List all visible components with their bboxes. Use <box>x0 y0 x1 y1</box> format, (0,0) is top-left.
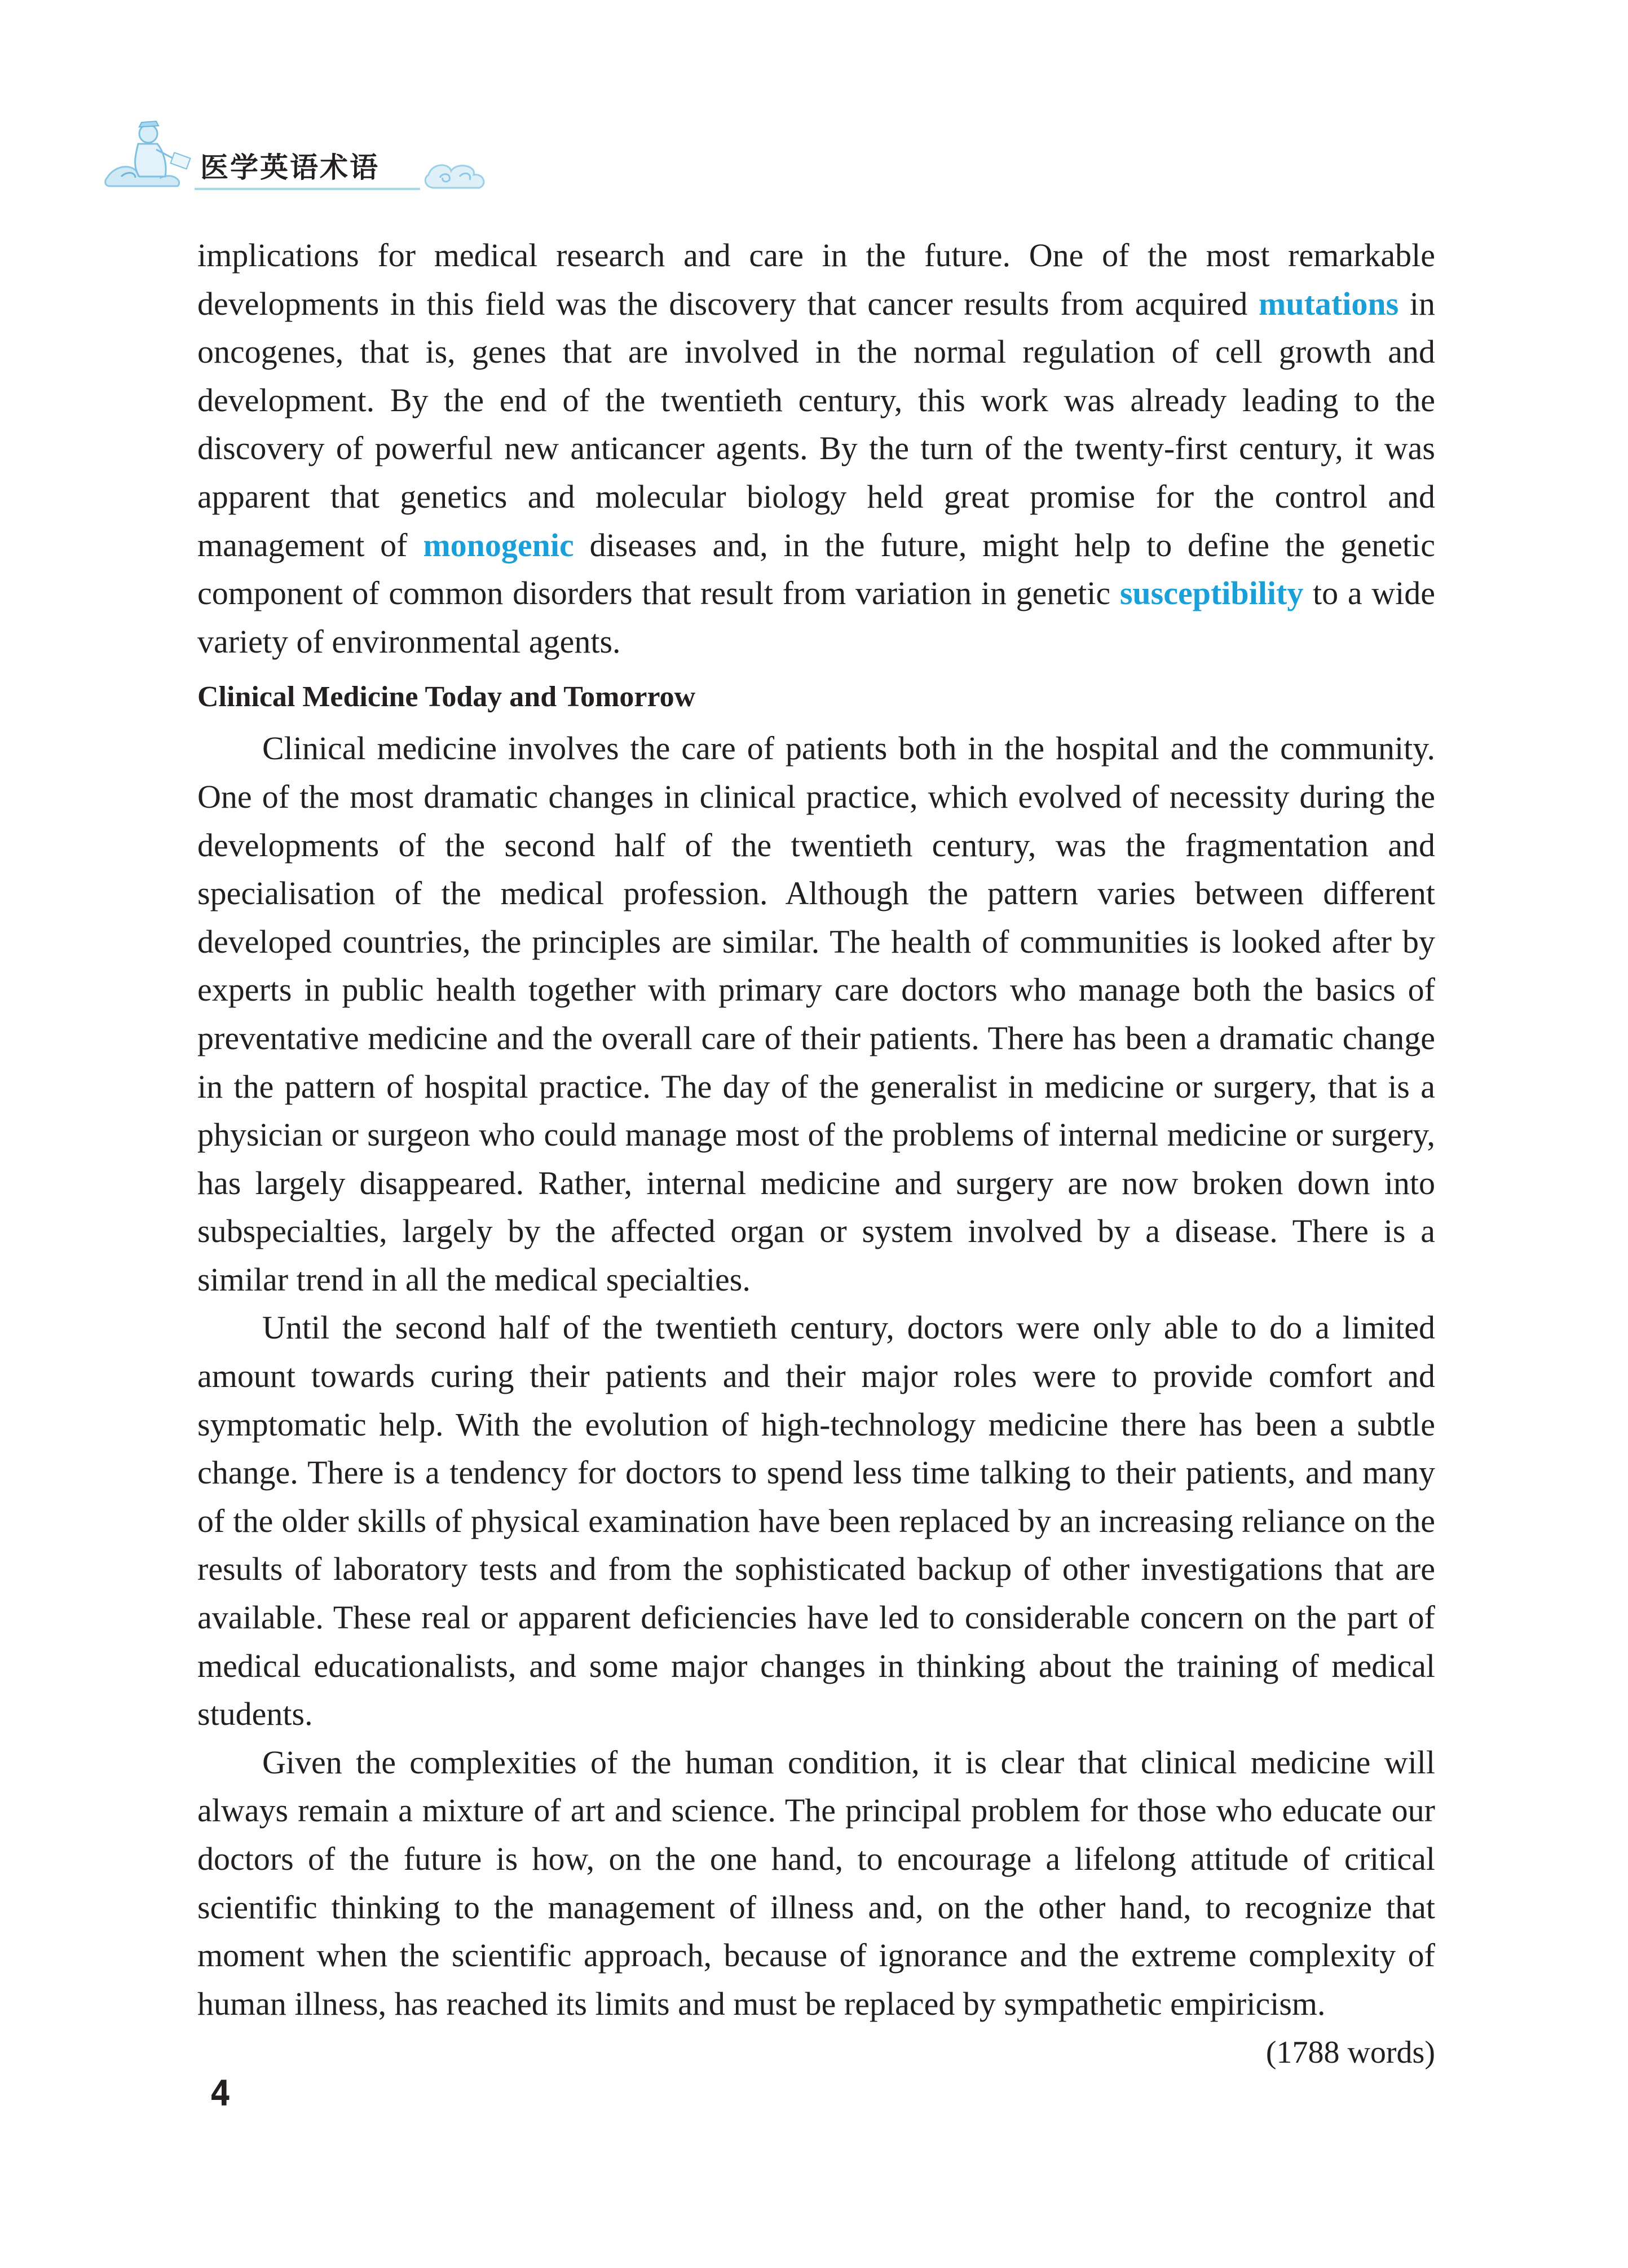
term-monogenic: monogenic <box>423 526 574 563</box>
intro-text-4: to a wide variety of environmental agents. <box>197 575 1435 660</box>
intro-text-1: implications for medical research and care in the future. One of the most remarkable developments in this field was the discovery that cancer results from acquired <box>197 237 1435 322</box>
word-count: (1788 words) <box>1265 2035 1435 2071</box>
section-heading: Clinical Medicine Today and Tomorrow <box>197 681 696 714</box>
section-paragraph: Until the second half of the twentieth century, doctors were only able to do a limited amount towards curing their patients and their major roles were to provide comfort and symptomatic help. With the evolution of high-technology medicine there has been a subtle change. There is a tendency for doctors to spend less time talking to their patients, and many of the older skills of physical examination have been replaced by an increasing reliance on the results of laboratory tests and from the sophisticated backup of other investigations that are available. These real or apparent deficiencies have led to considerable concern on the part of medical educationalists, and some major changes in thinking about the training of medical students. <box>197 1309 1435 1733</box>
section-paragraph: Given the complexities of the human condition, it is clear that clinical medicine will always remain a mixture of art and science. The principal problem for those who educate our doctors of the future is how, on the one hand, to encourage a lifelong attitude of critical scientific thinking to the management of illness and, on the other hand, to recognize that moment when the scientific approach, because of ignorance and the extreme complexity of human illness, has reached its limits and must be replaced by sympathetic empiricism. <box>197 1743 1435 2022</box>
header-title: 医学英语术语 <box>200 151 380 184</box>
section-paragraph: Clinical medicine involves the care of patients both in the hospital and the community. One of the most dramatic changes in clinical practice, which evolved of necessity during the developments of the second half of the twentieth century, was the fragmentation and specialisation of the medical profession. Although the pattern varies between different developed countries, the principles are similar. The health of communities is looked after by experts in public health together with primary care doctors who manage both the basics of preventative medicine and the overall care of their patients. There has been a dramatic change in the pattern of hospital practice. The day of the generalist in medicine or surgery, that is a physician or surgeon who could manage most of the problems of internal medicine or surgery, has largely disappeared. Rather, internal medicine and surgery are now broken down into subspecialties, largely by the affected organ or system involved by a disease. There is a similar trend in all the medical specialties. <box>197 730 1435 1298</box>
term-mutations: mutations <box>1259 285 1399 322</box>
article-body <box>197 231 1435 2077</box>
page-number: 4 <box>210 2073 231 2114</box>
intro-paragraph <box>197 231 1435 666</box>
running-header <box>104 110 493 195</box>
term-susceptibility: susceptibility <box>1119 575 1304 612</box>
intro-text-2: in oncogenes, that is, genes that are involved in the normal regulation of cell growth and development. By the end of the twentieth century, this work was already leading to the discovery of powerful new anticancer agents. By the turn of the twenty-first century, it was apparent that genetics and molecular biology held great promise for the control and management of <box>197 285 1435 563</box>
intro-text-3: diseases and, in the future, might help to define the genetic component of common disorders that result from variation in genetic <box>197 526 1435 612</box>
